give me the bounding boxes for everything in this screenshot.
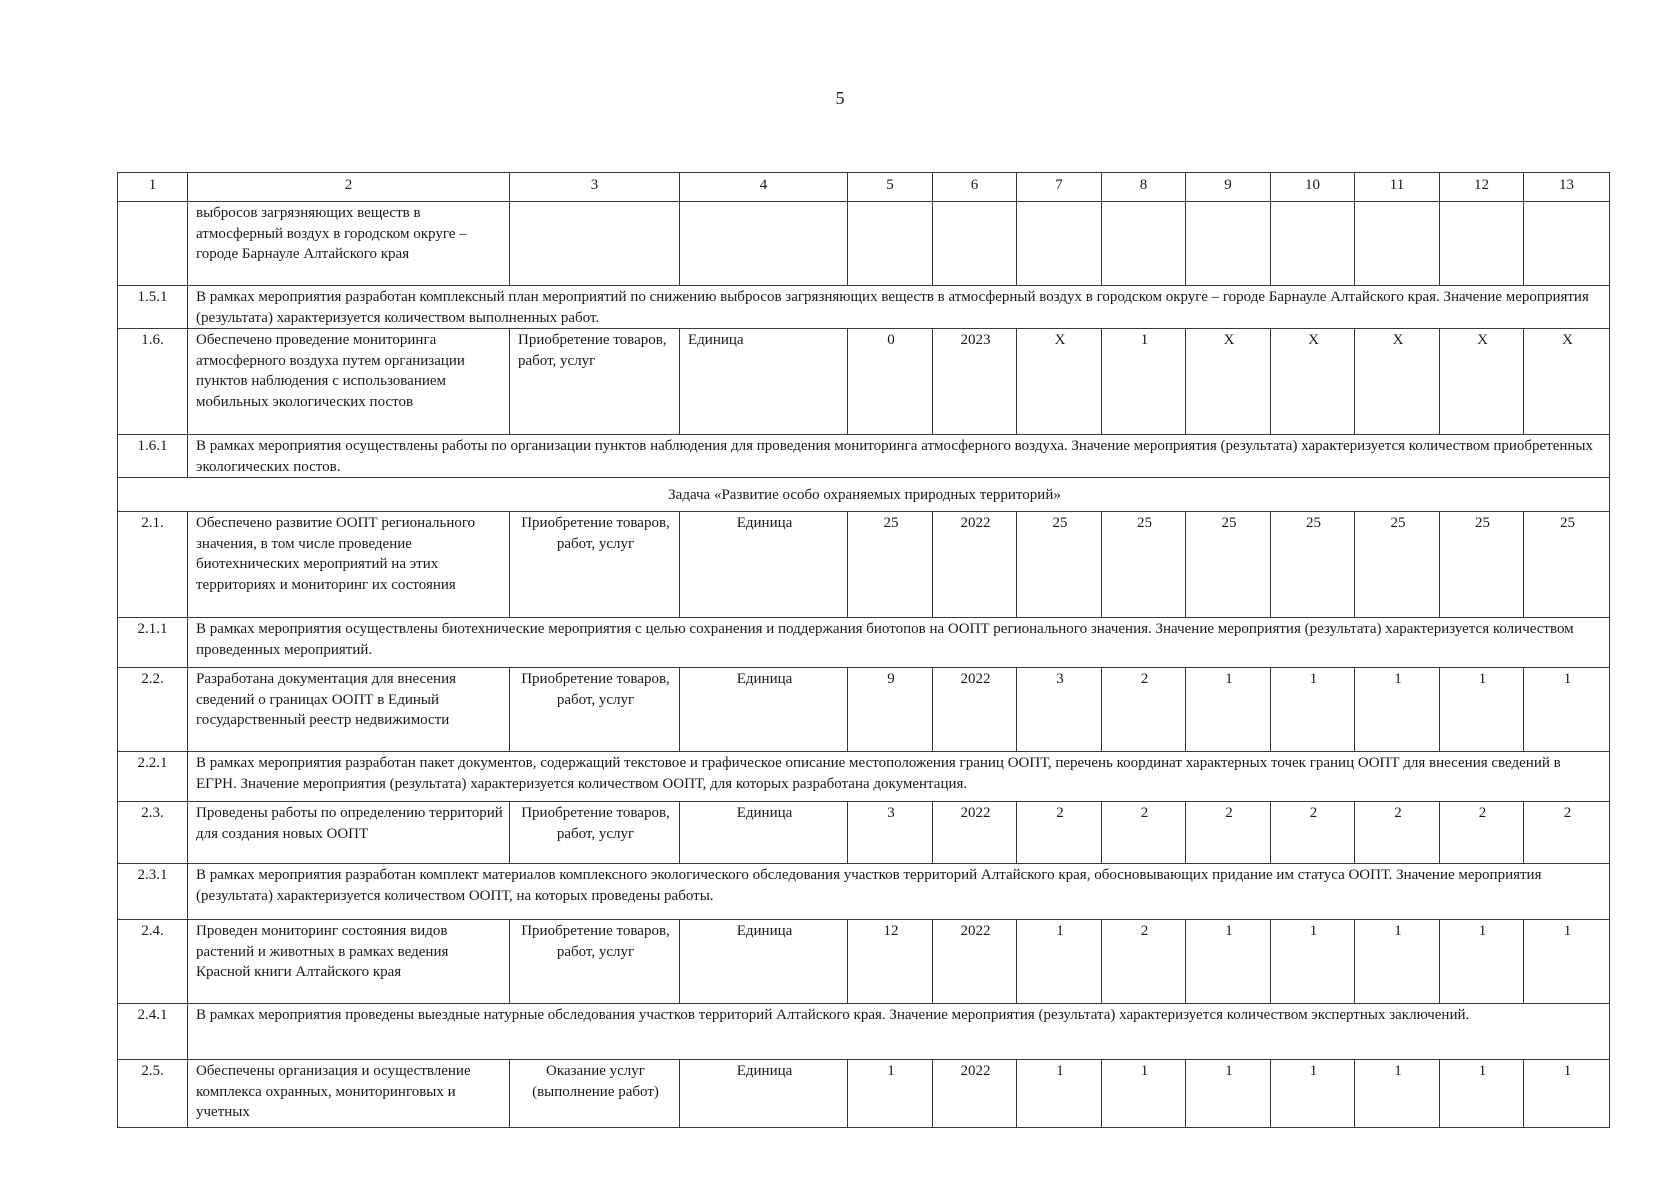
row-base-year: 2022 (933, 512, 1017, 618)
row-value: 2 (1524, 802, 1610, 864)
row-unit: Единица (680, 329, 848, 435)
row-name: Обеспечены организация и осуществление комплекса охранных, мониторинговых и учетных (188, 1060, 510, 1128)
task-title: Задача «Развитие особо охраняемых природных территорий» (118, 478, 1610, 512)
note-num: 1.5.1 (118, 286, 188, 329)
row-cell (510, 202, 680, 286)
header-cell: 11 (1355, 173, 1440, 202)
row-value: X (1524, 329, 1610, 435)
row-name: Проведены работы по определению территорий для создания новых ООПТ (188, 802, 510, 864)
row-value: 1 (1440, 1060, 1524, 1128)
row-base-value: 1 (848, 1060, 933, 1128)
note-row (118, 752, 1610, 802)
header-row (118, 173, 1610, 202)
row-value: 1 (1102, 329, 1186, 435)
row-value: 1 (1355, 920, 1440, 1004)
row-value: 25 (1271, 512, 1355, 618)
note-row (118, 864, 1610, 920)
row-value: 2 (1017, 802, 1102, 864)
note-text: В рамках мероприятия проведены выездные натурные обследования участков территорий Алтайского края. Значение мероприятия (результата) характеризуется количеством экспертных заключений. (188, 1004, 1610, 1060)
row-base-value: 9 (848, 668, 933, 752)
row-value: X (1186, 329, 1271, 435)
note-num: 1.6.1 (118, 435, 188, 478)
row-value: 2 (1102, 920, 1186, 1004)
row-type: Оказание услуг (выполнение работ) (510, 1060, 680, 1128)
row-base-year: 2022 (933, 802, 1017, 864)
row-value: X (1440, 329, 1524, 435)
row-value: 1 (1186, 920, 1271, 1004)
row-base-year: 2022 (933, 920, 1017, 1004)
header-cell: 6 (933, 173, 1017, 202)
row-value: 2 (1355, 802, 1440, 864)
row-name: Проведен мониторинг состояния видов растений и животных в рамках ведения Красной книги Алтайского края (188, 920, 510, 1004)
row-value: 1 (1017, 920, 1102, 1004)
row-unit: Единица (680, 668, 848, 752)
note-text: В рамках мероприятия разработан комплексный план мероприятий по снижению выбросов загрязняющих веществ в атмосферный воздух в городском округе – городе Барнауле Алтайского края. Значение мероприятия (результата) характеризуется количеством выполненных работ. (188, 286, 1610, 329)
row-value: 1 (1017, 1060, 1102, 1128)
note-num: 2.2.1 (118, 752, 188, 802)
row-unit: Единица (680, 920, 848, 1004)
row-value: 1 (1271, 920, 1355, 1004)
row-value: X (1355, 329, 1440, 435)
page-number: 5 (835, 88, 845, 108)
row-value: 2 (1271, 802, 1355, 864)
row-type: Приобретение товаров, работ, услуг (510, 512, 680, 618)
row-cell (1186, 202, 1271, 286)
row-name: Обеспечено проведение мониторинга атмосферного воздуха путем организации пунктов наблюдения с использованием мобильных экологических постов (188, 329, 510, 435)
table-row (118, 512, 1610, 618)
header-cell: 9 (1186, 173, 1271, 202)
row-cell (1524, 202, 1610, 286)
row-unit: Единица (680, 1060, 848, 1128)
row-value: 1 (1440, 920, 1524, 1004)
table-row (118, 802, 1610, 864)
row-value: 25 (1017, 512, 1102, 618)
table-row (118, 668, 1610, 752)
row-type: Приобретение товаров, работ, услуг (510, 802, 680, 864)
row-num: 2.3. (118, 802, 188, 864)
note-row (118, 618, 1610, 668)
header-cell: 4 (680, 173, 848, 202)
row-type: Приобретение товаров, работ, услуг (510, 668, 680, 752)
note-text: В рамках мероприятия разработан комплект материалов комплексного экологического обследования участков территорий Алтайского края, обосновывающих придание им статуса ООПТ. Значение мероприятия (результата) характеризуется количеством ООПТ, на которых проведены работы. (188, 864, 1610, 920)
row-value: 1 (1524, 920, 1610, 1004)
row-type: Приобретение товаров, работ, услуг (510, 920, 680, 1004)
table-row (118, 1060, 1610, 1128)
note-text: В рамках мероприятия разработан пакет документов, содержащий текстовое и графическое описание местоположения границ ООПТ, перечень координат характерных точек границ ООПТ для внесения сведений в ЕГРН. Значение мероприятия (результата) характеризуется количеством ООПТ, для которых разработана документация. (188, 752, 1610, 802)
row-value: 25 (1355, 512, 1440, 618)
row-value: 1 (1102, 1060, 1186, 1128)
row-name: Обеспечено развитие ООПТ регионального значения, в том числе проведение биотехнических мероприятий на этих территориях и мониторинг их состояния (188, 512, 510, 618)
row-value: 25 (1524, 512, 1610, 618)
row-cell (1102, 202, 1186, 286)
row-num: 2.4. (118, 920, 188, 1004)
note-num: 2.4.1 (118, 1004, 188, 1060)
row-name: Разработана документация для внесения сведений о границах ООПТ в Единый государственный реестр недвижимости (188, 668, 510, 752)
row-cell (680, 202, 848, 286)
header-cell: 1 (118, 173, 188, 202)
row-value: 25 (1440, 512, 1524, 618)
row-unit: Единица (680, 802, 848, 864)
row-cell (1440, 202, 1524, 286)
row-cell (1271, 202, 1355, 286)
row-value: 1 (1355, 1060, 1440, 1128)
header-cell: 12 (1440, 173, 1524, 202)
row-base-value: 25 (848, 512, 933, 618)
row-value: 2 (1102, 668, 1186, 752)
row-num (118, 202, 188, 286)
row-value: 1 (1355, 668, 1440, 752)
header-cell: 2 (188, 173, 510, 202)
row-num: 2.2. (118, 668, 188, 752)
row-value: 2 (1186, 802, 1271, 864)
header-cell: 7 (1017, 173, 1102, 202)
table-row (118, 329, 1610, 435)
row-type: Приобретение товаров, работ, услуг (510, 329, 680, 435)
row-value: 1 (1440, 668, 1524, 752)
row-num: 1.6. (118, 329, 188, 435)
row-base-value: 0 (848, 329, 933, 435)
row-num: 2.1. (118, 512, 188, 618)
row-value: 1 (1524, 1060, 1610, 1128)
row-base-year: 2022 (933, 668, 1017, 752)
note-row (118, 435, 1610, 478)
task-row (118, 478, 1610, 512)
results-table (117, 172, 1610, 1128)
row-cell (848, 202, 933, 286)
row-value: 25 (1102, 512, 1186, 618)
header-cell: 5 (848, 173, 933, 202)
note-num: 2.3.1 (118, 864, 188, 920)
row-cell (933, 202, 1017, 286)
note-text: В рамках мероприятия осуществлены работы по организации пунктов наблюдения для проведения мониторинга атмосферного воздуха. Значение мероприятия (результата) характеризуется количеством приобретенных экологических постов. (188, 435, 1610, 478)
row-value: 3 (1017, 668, 1102, 752)
row-value: X (1271, 329, 1355, 435)
note-text: В рамках мероприятия осуществлены биотехнические мероприятия с целью сохранения и поддержания биотопов на ООПТ регионального значения. Значение мероприятия (результата) характеризуется количеством проведенных мероприятий. (188, 618, 1610, 668)
row-value: 1 (1186, 1060, 1271, 1128)
row-name: выбросов загрязняющих веществ в атмосферный воздух в городском округе – городе Барнауле Алтайского края (188, 202, 510, 286)
note-row (118, 1004, 1610, 1060)
row-num: 2.5. (118, 1060, 188, 1128)
row-value: 1 (1271, 668, 1355, 752)
row-value: 1 (1524, 668, 1610, 752)
row-value: 1 (1186, 668, 1271, 752)
row-value: 1 (1271, 1060, 1355, 1128)
row-value: 25 (1186, 512, 1271, 618)
note-row (118, 286, 1610, 329)
row-value: 2 (1440, 802, 1524, 864)
row-value: 2 (1102, 802, 1186, 864)
note-num: 2.1.1 (118, 618, 188, 668)
header-cell: 8 (1102, 173, 1186, 202)
header-cell: 13 (1524, 173, 1610, 202)
table-row (118, 920, 1610, 1004)
row-cell (1355, 202, 1440, 286)
row-base-value: 12 (848, 920, 933, 1004)
row-value: X (1017, 329, 1102, 435)
row-base-year: 2022 (933, 1060, 1017, 1128)
row-cell (1017, 202, 1102, 286)
row-unit: Единица (680, 512, 848, 618)
row-base-year: 2023 (933, 329, 1017, 435)
table-row-continued (118, 202, 1610, 286)
header-cell: 3 (510, 173, 680, 202)
header-cell: 10 (1271, 173, 1355, 202)
row-base-value: 3 (848, 802, 933, 864)
